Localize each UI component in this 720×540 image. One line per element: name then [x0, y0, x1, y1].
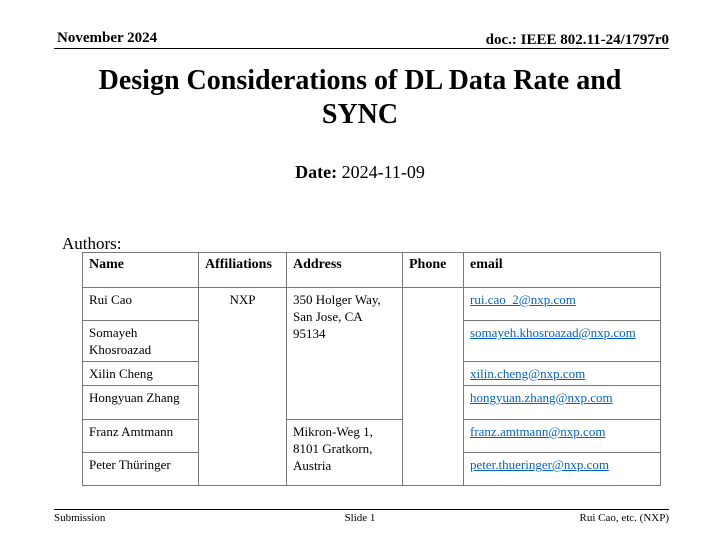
col-header-affiliations: Affiliations — [199, 253, 287, 288]
author-name: Hongyuan Zhang — [83, 386, 199, 420]
email-link[interactable]: hongyuan.zhang@nxp.com — [470, 390, 613, 405]
author-name: Rui Cao — [83, 288, 199, 321]
date-line — [0, 162, 720, 183]
address-cell: Mikron-Weg 1, 8101 Gratkorn, Austria — [287, 420, 403, 486]
authors-table — [82, 252, 661, 486]
email-link[interactable]: xilin.cheng@nxp.com — [470, 366, 586, 381]
header-date: November 2024 — [57, 30, 158, 46]
footer-slide-number: Slide 1 — [344, 512, 376, 524]
phone-cell — [403, 288, 464, 486]
author-name: Xilin Cheng — [83, 362, 199, 386]
footer-author: Rui Cao, etc. (NXP) — [579, 512, 669, 524]
author-email — [464, 453, 661, 486]
affiliation-cell: NXP — [199, 288, 287, 486]
footer-submission: Submission — [54, 512, 106, 524]
date-value: 2024-11-09 — [341, 162, 425, 182]
col-header-phone: Phone — [403, 253, 464, 288]
col-header-name: Name — [83, 253, 199, 288]
author-email — [464, 420, 661, 453]
header-rule — [54, 48, 669, 49]
author-email — [464, 386, 661, 420]
footer-rule — [54, 509, 669, 510]
slide-title: Design Considerations of DL Data Rate and SYNC — [98, 65, 622, 130]
email-link[interactable]: somayeh.khosroazad@nxp.com — [470, 325, 636, 340]
table-header-row — [83, 253, 661, 288]
col-header-address: Address — [287, 253, 403, 288]
author-email — [464, 362, 661, 386]
author-name: Somayeh Khosroazad — [83, 321, 199, 362]
email-link[interactable]: franz.amtmann@nxp.com — [470, 424, 606, 439]
authors-label: Authors: — [62, 234, 122, 253]
email-link[interactable]: peter.thueringer@nxp.com — [470, 457, 610, 472]
author-name: Franz Amtmann — [83, 420, 199, 453]
author-email — [464, 321, 661, 362]
header-doc-id: doc.: IEEE 802.11-24/1797r0 — [485, 32, 669, 48]
author-email — [464, 288, 661, 321]
col-header-email: email — [464, 253, 661, 288]
address-cell: 350 Holger Way, San Jose, CA 95134 — [287, 288, 403, 420]
table-row — [83, 420, 661, 453]
table-row — [83, 288, 661, 321]
author-name: Peter Thüringer — [83, 453, 199, 486]
email-link[interactable]: rui.cao_2@nxp.com — [470, 292, 576, 307]
date-label: Date: — [295, 162, 338, 182]
